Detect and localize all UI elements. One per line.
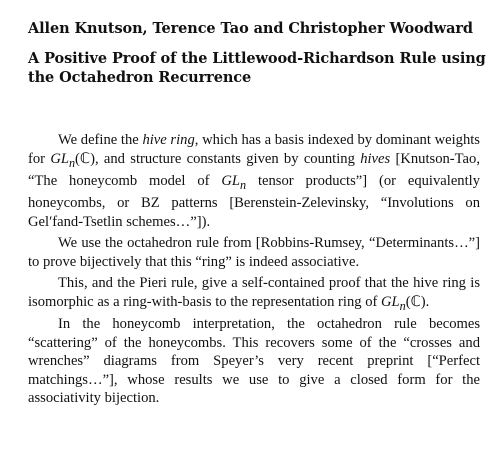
gl-subscript: n bbox=[68, 155, 76, 170]
gl-subscript: n bbox=[240, 177, 247, 192]
p1-text-d: [Knutson-Tao, “The honeycomb model of bbox=[28, 150, 480, 189]
gl-symbol: GL bbox=[221, 172, 241, 189]
p1-text-e: tensor products”] (or equivalently honeycombs, or BZ patterns [Berenstein-Zelevinsky, “Involutions on Gel′fand-Tsetlin schemes…”]). bbox=[28, 172, 480, 230]
abstract-paragraph-1 bbox=[28, 131, 480, 231]
p1-text-b: , which has a basis indexed by dominant weights for bbox=[28, 132, 480, 167]
p3-text-a: This, and the Pieri rule, give a self-contained proof that the hive ring is isomorphic as a ring-with-basis to the representation ring of bbox=[28, 275, 480, 310]
paper-title: A Positive Proof of the Littlewood-Richardson Rule using the Octahedron Recurrence bbox=[28, 50, 486, 86]
gl-symbol: GL bbox=[381, 293, 400, 310]
abstract-paragraph-4: In the honeycomb interpretation, the octahedron rule becomes “scattering” of the honeycombs. This recovers some of the “crosses and wrenches” diagrams from Speyer’s very recent preprint [“Perfect matchings…”], whose results we use to give a closed form for the associativity bijection. bbox=[28, 316, 480, 407]
hive-ring-term: hive ring bbox=[142, 132, 195, 148]
author-list: Allen Knutson, Terence Tao and Christopher Woodward bbox=[28, 20, 473, 37]
p1-text-a: We define the bbox=[58, 132, 143, 148]
abstract-paragraph-3 bbox=[28, 274, 480, 315]
abstract bbox=[28, 131, 480, 408]
gl-subscript: n bbox=[399, 298, 406, 313]
abstract-paragraph-2: We use the octahedron rule from [Robbins-Rumsey, “Determinants…”] to prove bijectively that this “ring” is indeed associative. bbox=[28, 235, 480, 270]
p3-text-b: (ℂ). bbox=[405, 293, 430, 310]
hives-term: hives bbox=[360, 150, 391, 167]
p1-text-c: (ℂ), and structure constants given by counting bbox=[75, 150, 361, 167]
gl-symbol: GL bbox=[50, 150, 69, 167]
